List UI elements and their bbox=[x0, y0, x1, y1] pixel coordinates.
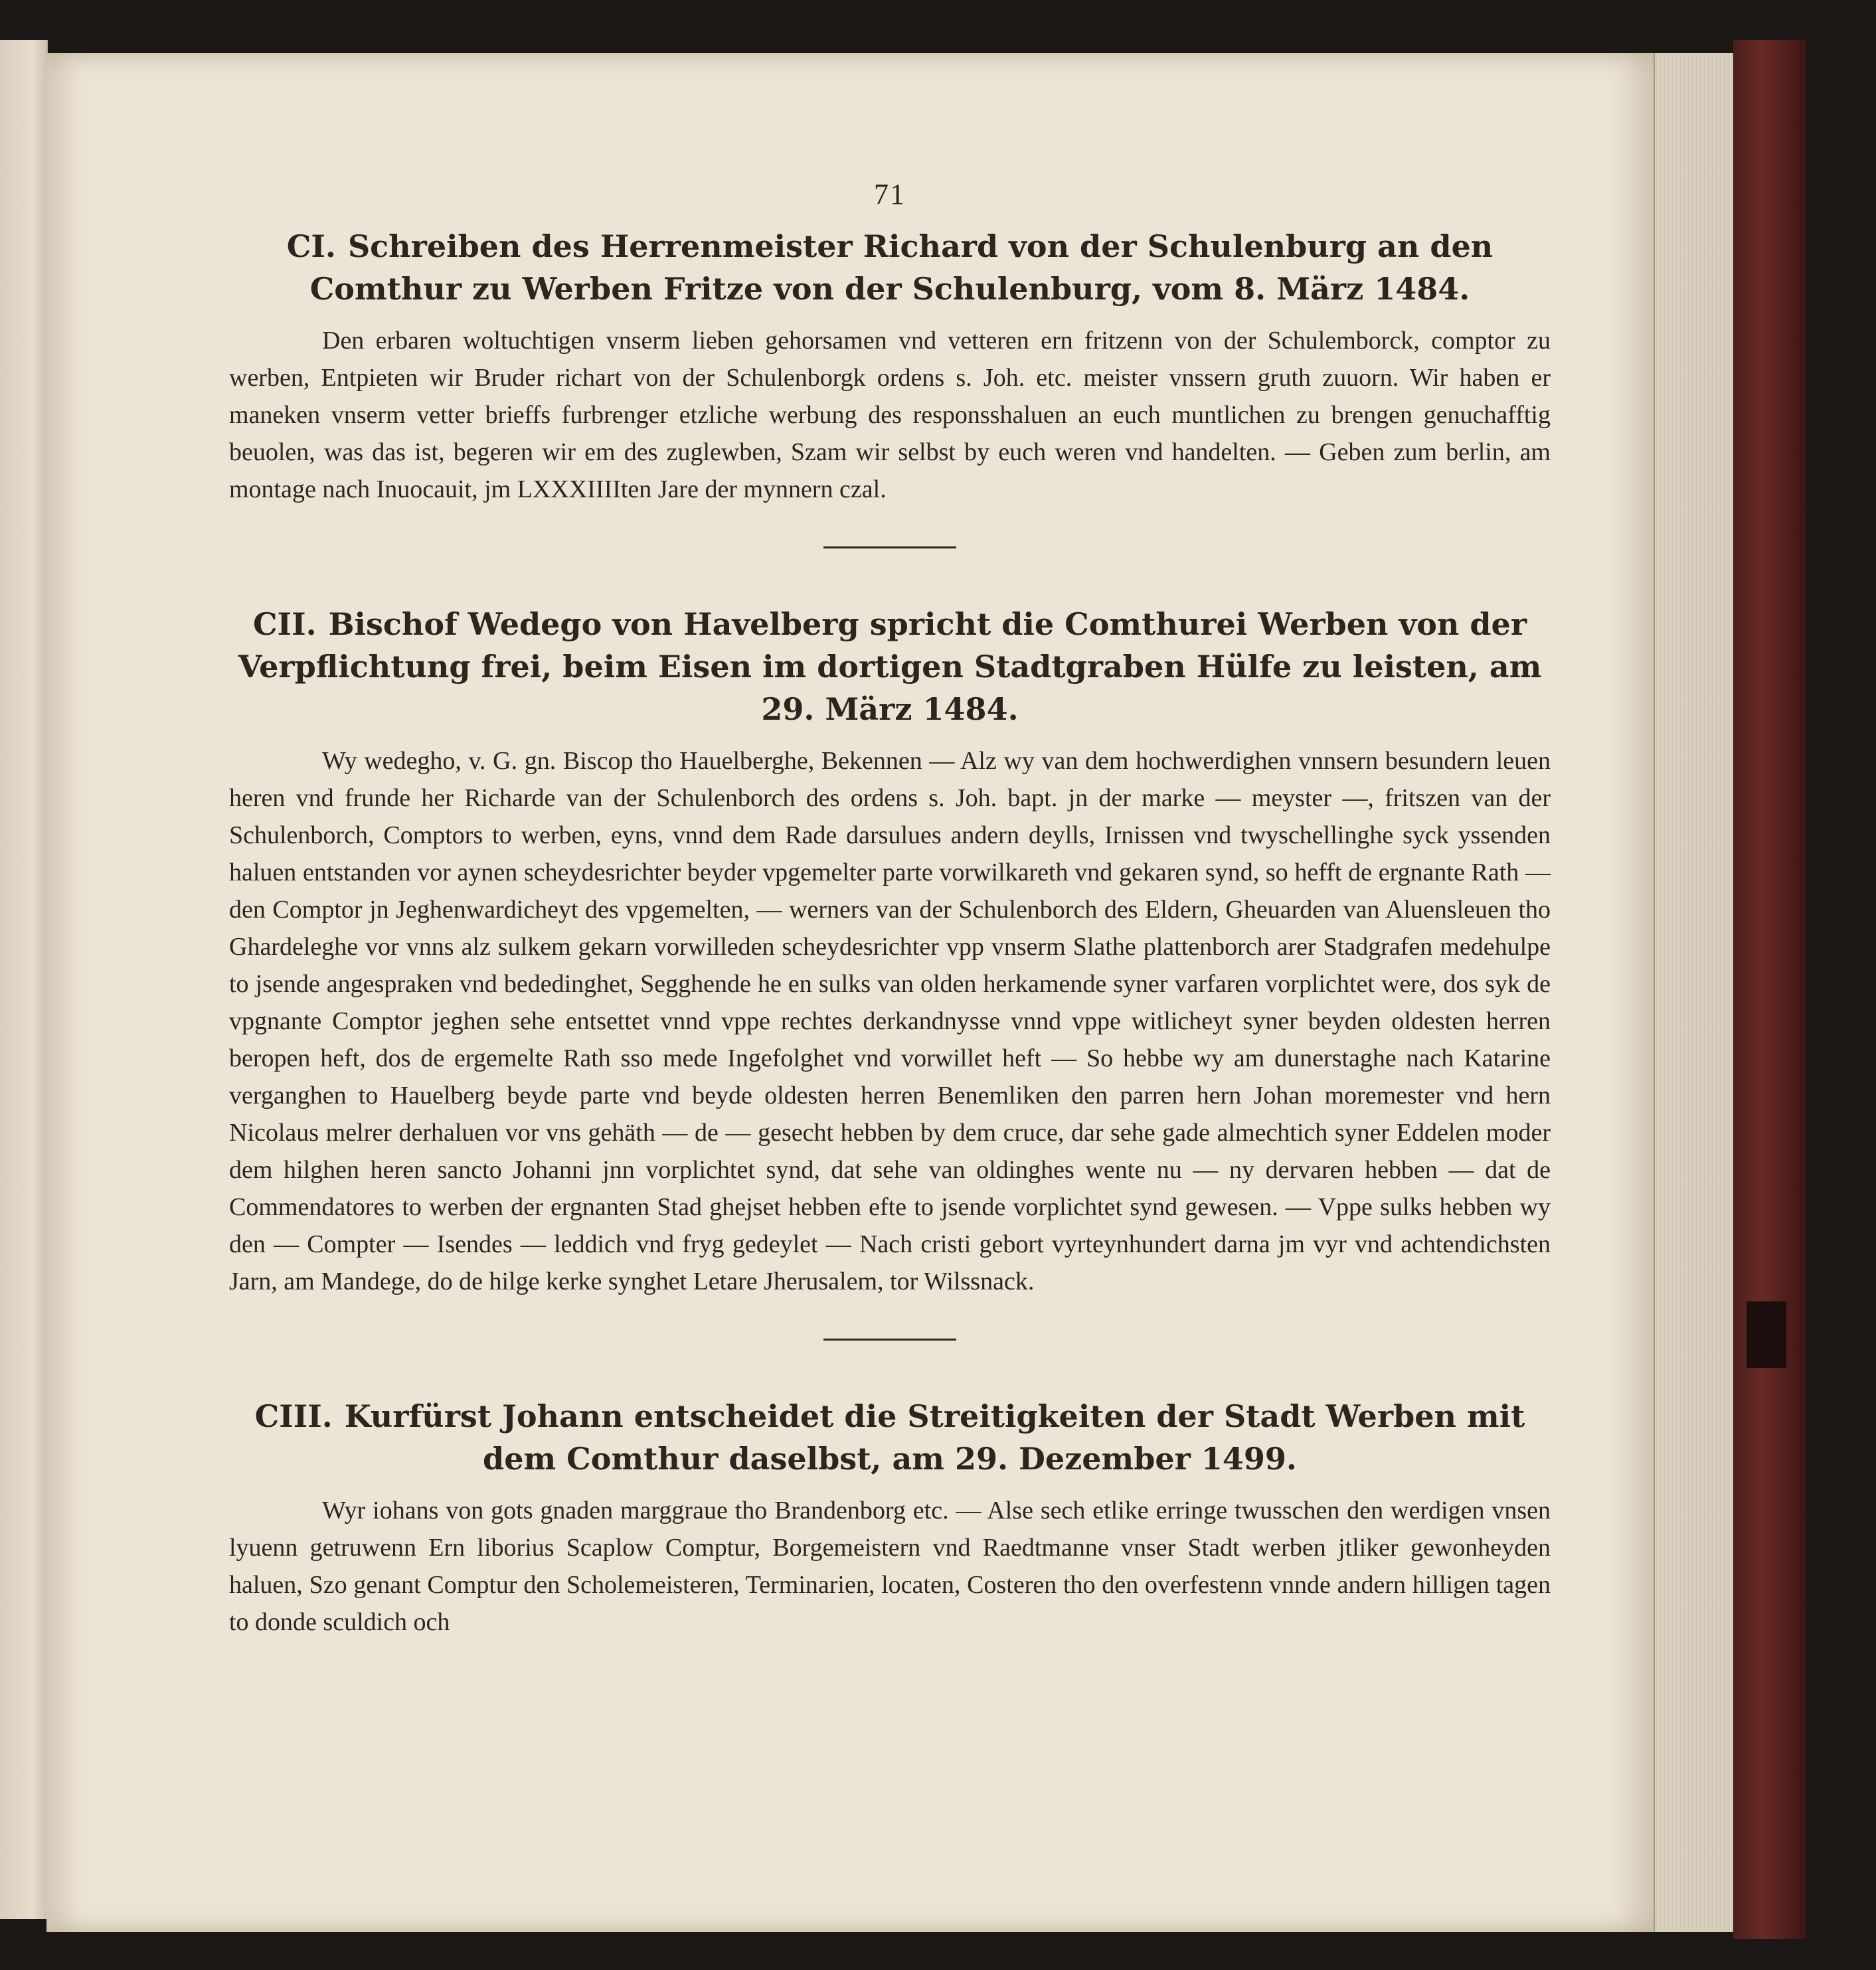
section-divider bbox=[823, 1339, 956, 1341]
section-divider bbox=[823, 546, 956, 548]
section-title: Kurfürst Johann entscheidet die Streitigkeiten der Stadt Werben mit dem Comthur daselbst, am 29. Dezember 1499. bbox=[344, 1398, 1525, 1477]
facing-page-edge bbox=[0, 40, 48, 1919]
section-number: CII. bbox=[252, 606, 317, 642]
binding-label bbox=[1747, 1301, 1786, 1368]
section-heading-cii bbox=[229, 603, 1551, 730]
section-number: CIII. bbox=[254, 1398, 333, 1434]
section-text-ci: Den erbaren woltuchtigen vnserm lieben gehorsamen vnd vetteren ern fritzenn von der Schulemborck, comptor zu werben, Entpieten wir Bruder richart von der Schulenborgk ordens s. Joh. etc. meister vnssern gruth zuuorn. Wir haben er maneken vnserm vetter brieffs furbrenger etzliche werbung des responsshaluen an euch muntlichen zu brengen genuchafftig beuolen, was das ist, begeren wir em des zuglewben, Szam wir selbst by euch weren vnd handelten. — Geben zum berlin, am montage nach Inuocauit, jm LXXXIIIIten Jare der mynnern czal. bbox=[229, 327, 1551, 503]
page-number: 71 bbox=[874, 178, 906, 210]
page-content bbox=[229, 176, 1551, 1641]
section-text-cii: Wy wedegho, v. G. gn. Biscop tho Hauelberghe, Bekennen — Alz wy van dem hochwerdighen vnnsern besundern leuen heren vnd frunde her Richarde van der Schulenborch des ordens s. Joh. bapt. jn der marke — meyster —, fritszen van der Schulenborch, Comptors to werben, eyns, vnnd dem Rade darsulues andern deylls, Irnissen vnd twyschellinghe syck yssenden haluen entstanden vor aynen scheydesrichter beyder vpgemelter parte vorwilkareth vnd gekaren synd, so hefft de ergnante Rath — den Comptor jn Jeghenwardicheyt des vpgemelten, — werners van der Schulenborch des Eldern, Gheuarden van Aluensleuen tho Ghardeleghe vor vnns alz sulkem gekarn vorwilleden scheydesrichter vpp vnserm Slathe plattenborch arer Stadgrafen medehulpe to jsende angespraken vnd bededinghet, Segghende he en sulks van olden herkamende syner varfaren vorplichtet were, dos syk de vpgnante Comptor jeghen sehe entsettet vnnd vppe rechtes derkandnysse vnnd vppe witlicheyt syner beyden oldesten herren beropen heft, dos de ergemelte Rath sso mede Ingefolghet vnd vorwillet heft — So hebbe wy am dunerstaghe nach Katarine verganghen to Hauelberg beyde parte vnd beyde oldesten herren Benemliken den parren hern Johan moremester vnd hern Nicolaus melrer derhaluen vor vns gehäth — de — gesecht hebben by dem cruce, dar sehe gade almechtich syner Eddelen moder dem hilghen heren sancto Johanni jnn vorplichtet synd, dat sehe van oldinghes wente nu — ny dervaren hebben — dat de Commendatores to werben der ergnanten Stad ghejset hebben efte to jsende vorplichtet synd gewesen. — Vppe sulks hebben wy den — Compter — Isendes — leddich vnd fryg gedeylet — Nach cristi gebort vyrteynhundert darna jm vyr vnd achtendichsten Jarn, am Mandege, do de hilge kerke synghet Letare Jherusalem, tor Wilssnack. bbox=[229, 747, 1551, 1295]
section-heading-ciii bbox=[229, 1395, 1551, 1480]
book-binding bbox=[1733, 40, 1806, 1939]
section-text-ciii: Wyr iohans von gots gnaden marggraue tho Brandenborg etc. — Alse sech etlike erringe twusschen den werdigen vnsen lyuenn getruwenn Ern liborius Scaplow Comptur, Borgemeistern vnd Raedtmanne vnser Stadt werben jtliker gewonheyden haluen, Szo genant Comptur den Scholemeisteren, Terminarien, locaten, Costeren tho den overfestenn vnnde andern hilligen tagen to donde sculdich och bbox=[229, 1497, 1551, 1636]
section-title: Bischof Wedego von Havelberg spricht die Comthurei Werben von der Verpflichtung frei, beim Eisen im dortigen Stadtgraben Hülfe zu leisten, am 29. März 1484. bbox=[238, 606, 1542, 727]
page-block-edge bbox=[1654, 53, 1735, 1932]
section-title: Schreiben des Herrenmeister Richard von der Schulenburg an den Comthur zu Werben Fritze von der Schulenburg, vom 8. März 1484. bbox=[309, 228, 1493, 307]
section-heading-ci bbox=[229, 225, 1551, 310]
section-number: CI. bbox=[286, 228, 336, 264]
